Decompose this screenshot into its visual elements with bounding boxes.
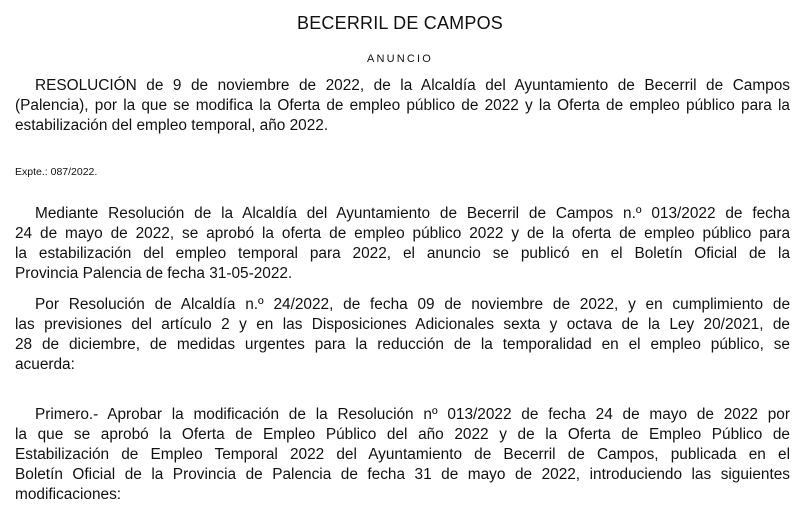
- paragraph-line: acuerda:: [15, 356, 75, 373]
- paragraph-line: Primero.- Aprobar la modificación de la Resolución nº 013/2022 de fecha 24 de mayo de 2022 por: [35, 406, 790, 423]
- paragraph-line: Estabilización de Empleo Temporal 2022 del Ayuntamiento de Becerril de Campos, publicada en el: [15, 446, 790, 463]
- expte-reference: Expte.: 087/2022.: [15, 166, 98, 178]
- resolution-line: estabilización del empleo temporal, año 2022.: [15, 117, 329, 134]
- resolution-line: (Palencia), por la que se modifica la Oferta de empleo público de 2022 y la Oferta de empleo público para la: [15, 97, 790, 114]
- paragraph-line: las previsiones del artículo 2 y en las Disposiciones Adicionales sexta y octava de la Ley 20/2021, de: [15, 316, 790, 333]
- paragraph-line: la que se aprobó la Oferta de Empleo Público del año 2022 y de la Oferta de Empleo Público de: [15, 426, 790, 443]
- paragraph-line: 28 de diciembre, de medidas urgentes para la reducción de la temporalidad en el empleo público, se: [15, 336, 790, 353]
- paragraph-line: Boletín Oficial de la Provincia de Palencia de fecha 31 de mayo de 2022, introduciendo las siguientes: [15, 466, 790, 483]
- paragraph-line: la estabilización del empleo temporal para 2022, el anuncio se publicó en el Boletín Oficial de la: [15, 245, 790, 262]
- body-paragraph-2: [15, 295, 790, 375]
- document-subtitle: ANUNCIO: [366, 53, 434, 65]
- resolution-paragraph: [15, 76, 790, 136]
- paragraph-line: Provincia Palencia de fecha 31-05-2022.: [15, 265, 293, 282]
- paragraph-line: Mediante Resolución de la Alcaldía del Ayuntamiento de Becerril de Campos n.º 013/2022 de fecha: [35, 205, 790, 222]
- paragraph-line: Por Resolución de Alcaldía n.º 24/2022, de fecha 09 de noviembre de 2022, y en cumplimiento de: [35, 296, 790, 313]
- resolution-line: RESOLUCIÓN de 9 de noviembre de 2022, de la Alcaldía del Ayuntamiento de Becerril de Campos: [35, 77, 790, 94]
- document-title: BECERRIL DE CAMPOS: [297, 13, 503, 33]
- paragraph-line: 24 de mayo de 2022, se aprobó la oferta de empleo público 2022 y de la oferta de empleo público para: [15, 225, 790, 242]
- body-paragraph-3: [15, 405, 790, 505]
- paragraph-line: modificaciones:: [15, 486, 122, 503]
- body-paragraph-1: [15, 204, 790, 284]
